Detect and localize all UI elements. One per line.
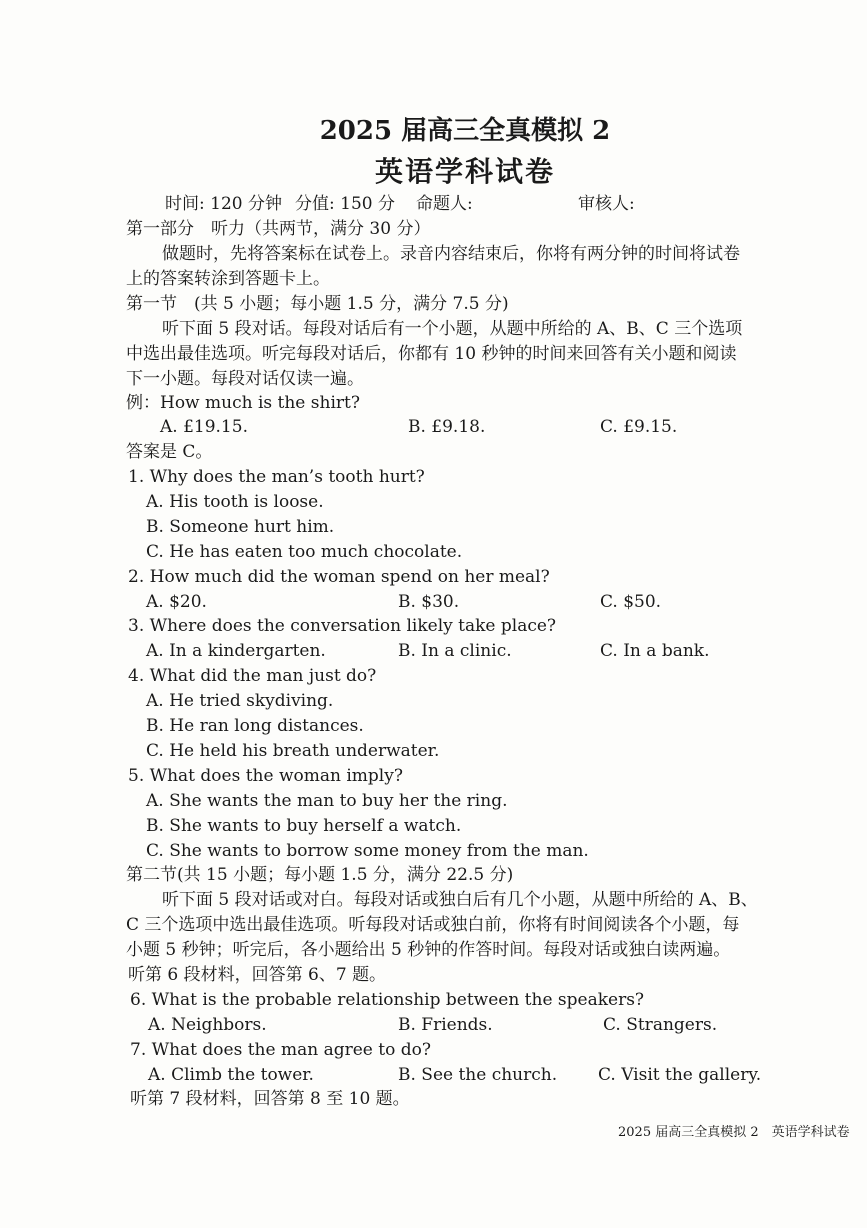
part1-intro-line1: 做题时，先将答案标在试卷上。录音内容结束后，你将有两分钟的时间将试卷 xyxy=(162,244,740,264)
page-title: 2025 届高三全真模拟 2 xyxy=(319,116,611,146)
question-3-option-c: C. In a bank. xyxy=(600,641,710,661)
section1-intro-line1: 听下面 5 段对话。每段对话后有一个小题，从题中所给的 A、B、C 三个选项 xyxy=(162,319,743,339)
question-7-option-c: C. Visit the gallery. xyxy=(598,1065,762,1085)
question-4-option-c: C. He held his breath underwater. xyxy=(146,741,440,761)
exam-time: 时间: 120 分钟 xyxy=(165,194,282,214)
question-2-stem: 2. How much did the woman spend on her meal? xyxy=(128,567,550,587)
section2-heading: 第二节(共 15 小题；每小题 1.5 分，满分 22.5 分) xyxy=(126,865,514,885)
exam-setter: 命题人: xyxy=(416,194,473,214)
question-3-option-a: A. In a kindergarten. xyxy=(146,641,326,661)
part1-heading: 第一部分 听力（共两节，满分 30 分） xyxy=(126,219,431,239)
section1-intro-line2: 中选出最佳选项。听完每段对话后，你都有 10 秒钟的时间来回答有关小题和阅读 xyxy=(126,344,737,364)
material-7-instruction: 听第 7 段材料，回答第 8 至 10 题。 xyxy=(130,1089,410,1109)
section1-intro-line3: 下一小题。每段对话仅读一遍。 xyxy=(126,369,364,389)
question-5-option-b: B. She wants to buy herself a watch. xyxy=(146,816,462,836)
example-option-a: A. £19.15. xyxy=(160,417,248,437)
question-7-option-b: B. See the church. xyxy=(398,1065,558,1085)
question-3-option-b: B. In a clinic. xyxy=(398,641,512,661)
question-3-stem: 3. Where does the conversation likely take place? xyxy=(128,616,557,636)
question-5-option-a: A. She wants the man to buy her the ring. xyxy=(146,791,508,811)
section1-heading: 第一节 (共 5 小题；每小题 1.5 分，满分 7.5 分) xyxy=(126,294,509,314)
question-5-stem: 5. What does the woman imply? xyxy=(128,766,403,786)
exam-reviewer: 审核人: xyxy=(578,194,635,214)
page-footer: 2025 届高三全真模拟 2 英语学科试卷 xyxy=(618,1125,850,1140)
example-answer: 答案是 C。 xyxy=(126,442,213,462)
subject-title: 英语学科试卷 xyxy=(374,155,555,188)
section2-intro-line1: 听下面 5 段对话或对白。每段对话或独白后有几个小题，从题中所给的 A、B、 xyxy=(162,890,758,910)
example-option-c: C. £9.15. xyxy=(600,417,678,437)
part1-intro-line2: 上的答案转涂到答题卡上。 xyxy=(126,269,330,289)
question-2-option-b: B. $30. xyxy=(398,592,460,612)
question-4-option-a: A. He tried skydiving. xyxy=(146,691,334,711)
question-5-option-c: C. She wants to borrow some money from the man. xyxy=(146,841,589,861)
material-6-instruction: 听第 6 段材料，回答第 6、7 题。 xyxy=(128,965,387,985)
question-7-option-a: A. Climb the tower. xyxy=(148,1065,314,1085)
question-4-option-b: B. He ran long distances. xyxy=(146,716,364,736)
question-1-option-b: B. Someone hurt him. xyxy=(146,517,335,537)
question-6-option-c: C. Strangers. xyxy=(603,1015,718,1035)
question-2-option-c: C. $50. xyxy=(600,592,662,612)
question-6-option-b: B. Friends. xyxy=(398,1015,493,1035)
question-6-stem: 6. What is the probable relationship between the speakers? xyxy=(130,990,645,1010)
question-1-option-a: A. His tooth is loose. xyxy=(146,492,324,512)
question-4-stem: 4. What did the man just do? xyxy=(128,666,377,686)
question-6-option-a: A. Neighbors. xyxy=(148,1015,267,1035)
question-1-option-c: C. He has eaten too much chocolate. xyxy=(146,542,463,562)
question-7-stem: 7. What does the man agree to do? xyxy=(130,1040,431,1060)
example-option-b: B. £9.18. xyxy=(408,417,486,437)
question-1-stem: 1. Why does the man’s tooth hurt? xyxy=(128,467,425,487)
section2-intro-line3: 小题 5 秒钟；听完后，各小题给出 5 秒钟的作答时间。每段对话或独白读两遍。 xyxy=(126,940,731,960)
exam-score: 分值: 150 分 xyxy=(295,194,395,214)
example-question: 例：How much is the shirt? xyxy=(126,393,360,413)
question-2-option-a: A. $20. xyxy=(146,592,207,612)
section2-intro-line2: C 三个选项中选出最佳选项。听每段对话或独白前，你将有时间阅读各个小题，每 xyxy=(126,915,740,935)
